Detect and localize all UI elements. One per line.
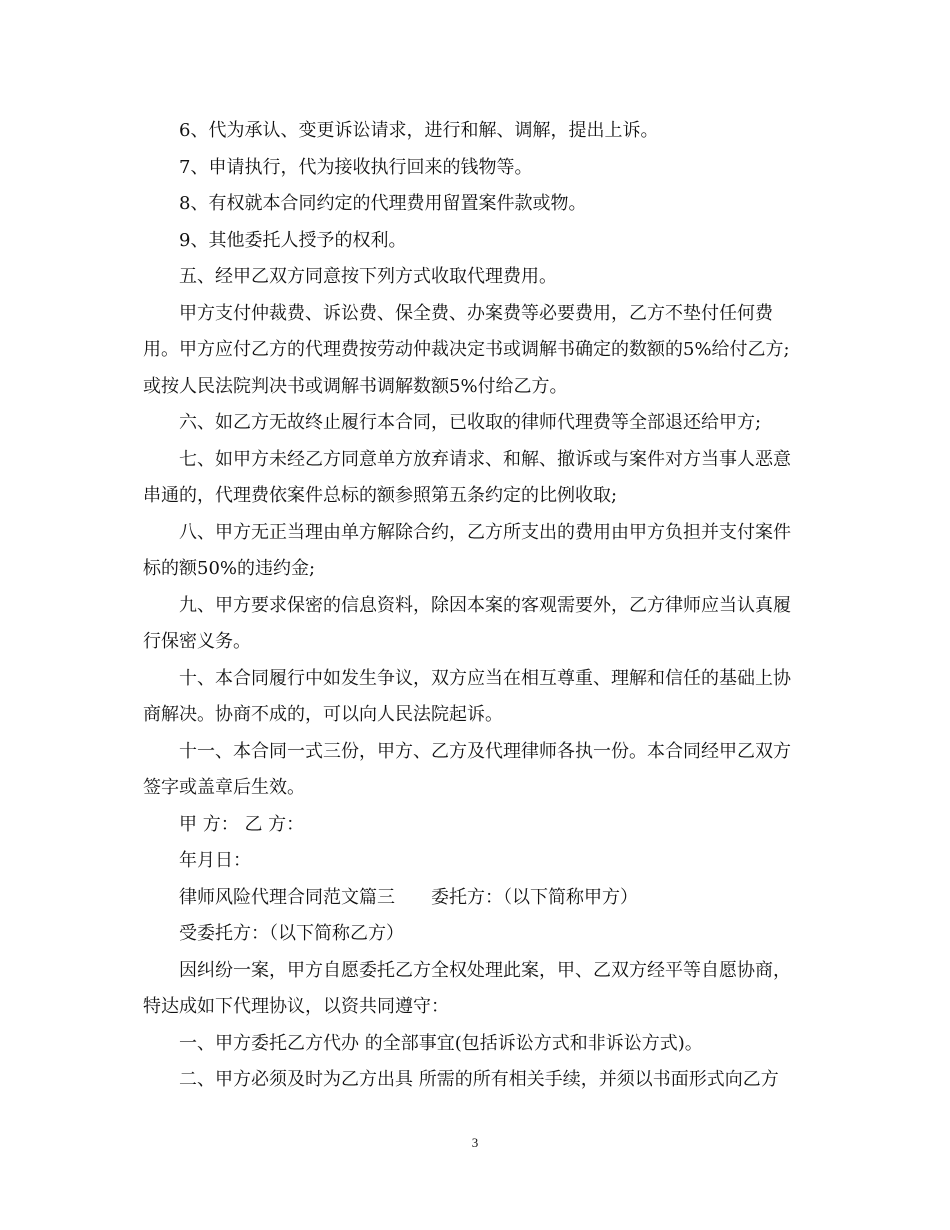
- paragraph-clause-7: 7、申请执行，代为接收执行回来的钱物等。: [179, 156, 533, 178]
- paragraph-section-5: 五、经甲乙双方同意按下列方式收取代理费用。: [179, 266, 557, 287]
- paragraph-article-2: 二、甲方必须及时为乙方出具 所需的所有相关手续，并须以书面形式向乙方: [179, 1069, 779, 1090]
- paragraph-article-1: 一、甲方委托乙方代办 的全部事宜(包括诉讼方式和非诉讼方式)。: [179, 1032, 703, 1054]
- paragraph-section-9: 九、甲方要求保密的信息资料，除因本案的客观需要外，乙方律师应当认真履行保密义务。: [143, 594, 791, 652]
- paragraph-clause-9: 9、其他委托人授予的权利。: [179, 229, 407, 251]
- paragraph-section-8: 八、甲方无正当理由单方解除合约，乙方所支出的费用由甲方负担并支付案件标的额50%的违约金;: [143, 521, 791, 579]
- contract-title-three: 律师风险代理合同范文篇三 委托方：（以下简称甲方）: [179, 886, 638, 908]
- document-body: [143, 113, 803, 1099]
- date-line: 年月日：: [179, 850, 251, 871]
- signature-parties-line: 甲 方： 乙 方：: [179, 813, 305, 835]
- paragraph-clause-8: 8、有权就本合同约定的代理费用留置案件款或物。: [179, 193, 587, 214]
- paragraph-section-7: 七、如甲方未经乙方同意单方放弃请求、和解、撤诉或与案件对方当事人恶意串通的，代理费依案件总标的额参照第五条约定的比例收取;: [143, 448, 791, 506]
- paragraph-agreement-intro: 因纠纷一案，甲方自愿委托乙方全权处理此案，甲、乙双方经平等自愿协商，特达成如下代理协议，以资共同遵守：: [143, 959, 791, 1017]
- paragraph-fees: 甲方支付仲裁费、诉讼费、保全费、办案费等必要费用，乙方不垫付任何费用。甲方应付乙方的代理费按劳动仲裁决定书或调解书确定的数额的5%给付乙方;或按人民法院判决书或调解书调解数额5%付给乙方。: [143, 302, 790, 397]
- paragraph-section-6: 六、如乙方无故终止履行本合同，已收取的律师代理费等全部退还给甲方;: [179, 412, 762, 433]
- paragraph-section-10: 十、本合同履行中如发生争议，双方应当在相互尊重、理解和信任的基础上协商解决。协商不成的，可以向人民法院起诉。: [143, 667, 791, 725]
- page-number: 3: [471, 1135, 479, 1150]
- paragraph-entrusted-party: 受委托方：（以下简称乙方）: [179, 923, 404, 944]
- paragraph-clause-6: 6、代为承认、变更诉讼请求，进行和解、调解，提出上诉。: [179, 120, 659, 141]
- paragraph-section-11: 十一、本合同一式三份，甲方、乙方及代理律师各执一份。本合同经甲乙双方签字或盖章后生效。: [143, 740, 791, 798]
